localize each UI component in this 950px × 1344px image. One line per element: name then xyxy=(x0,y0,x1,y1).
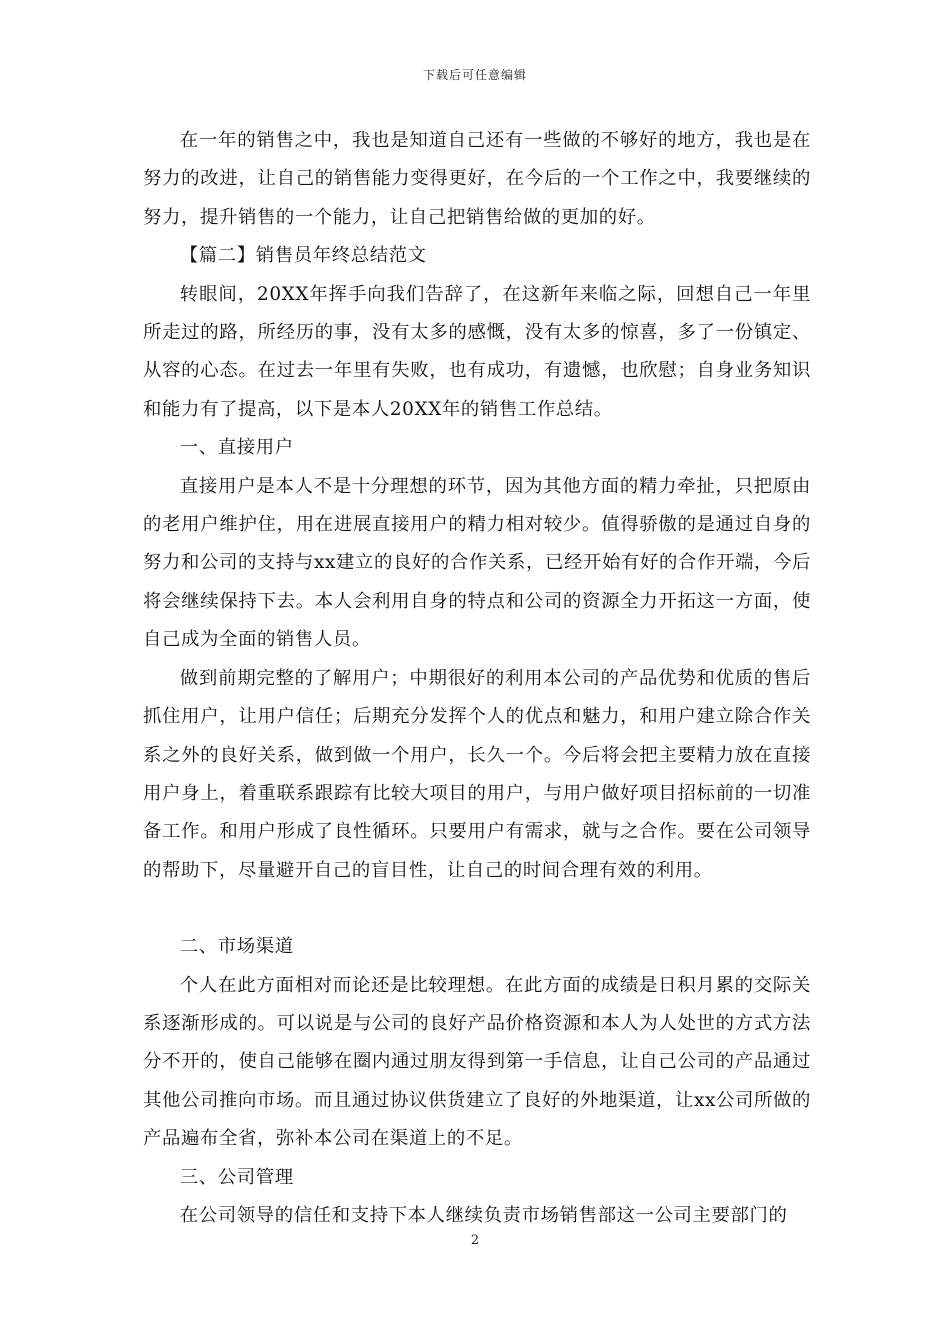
page-number: 2 xyxy=(470,1233,480,1248)
heading-company-management: 三、公司管理 xyxy=(179,1166,294,1188)
paragraph-opening: 转眼间，20XX年挥手向我们告辞了，在这新年来临之际，回想自己一年里所走过的路，所经历的事，没有太多的感慨，没有太多的惊喜，多了一份镇定、从容的心态。在过去一年里有失败，也有成功，有遗憾，也欣慰；自身业务知识和能力有了提高，以下是本人20XX年的销售工作总结。 xyxy=(143,283,811,420)
heading-market-channels: 二、市场渠道 xyxy=(179,936,294,958)
document-body xyxy=(143,122,811,1235)
blank-line xyxy=(143,890,811,928)
paragraph-intro: 在一年的销售之中，我也是知道自己还有一些做的不够好的地方，我也是在努力的改进，让自己的销售能力变得更好，在今后的一个工作之中，我要继续的努力，提升销售的一个能力，让自己把销售给做的更加的好。 xyxy=(143,130,811,228)
section-title-part-two: 【篇二】销售员年终总结范文 xyxy=(179,245,427,267)
paragraph-direct-users: 直接用户是本人不是十分理想的环节，因为其他方面的精力牵扯，只把原由的老用户维护住，用在进展直接用户的精力相对较少。值得骄傲的是通过自身的努力和公司的支持与xx建立的良好的合作关系，已经开始有好的合作开端，今后将会继续保持下去。本人会利用自身的特点和公司的资源全力开拓这一方面，使自己成为全面的销售人员。 xyxy=(143,475,811,651)
paragraph-market-channels: 个人在此方面相对而论还是比较理想。在此方面的成绩是日积月累的交际关系逐渐形成的。可以说是与公司的良好产品价格资源和本人为人处世的方式方法分不开的，使自己能够在圈内通过朋友得到第一手信息，让自己公司的产品通过其他公司推向市场。而且通过协议供货建立了良好的外地渠道，让xx公司所做的产品遍布全省，弥补本公司在渠道上的不足。 xyxy=(143,974,811,1150)
paragraph-user-strategy: 做到前期完整的了解用户；中期很好的利用本公司的产品优势和优质的售后抓住用户，让用户信任；后期充分发挥个人的优点和魅力，和用户建立除合作关系之外的良好关系，做到做一个用户，长久一个。今后将会把主要精力放在直接用户身上，着重联系跟踪有比较大项目的用户，与用户做好项目招标前的一切准备工作。和用户形成了良性循环。只要用户有需求，就与之合作。要在公司领导的帮助下，尽量避开自己的盲目性，让自己的时间合理有效的利用。 xyxy=(143,667,811,881)
paragraph-company-management: 在公司领导的信任和支持下本人继续负责市场销售部这一公司主要部门的 xyxy=(179,1204,788,1226)
heading-direct-users: 一、直接用户 xyxy=(179,437,294,459)
page-header: 下载后可任意编辑 xyxy=(422,68,527,82)
